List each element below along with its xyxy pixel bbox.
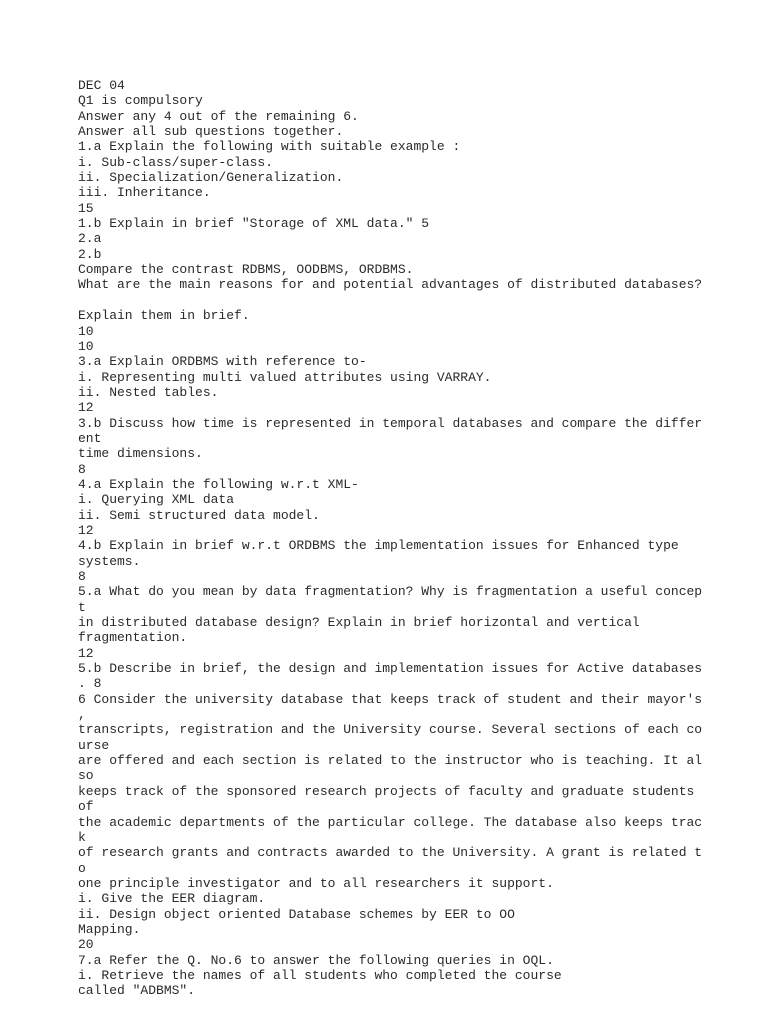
document-line: the academic departments of the particular college. The database also keeps trac (78, 814, 703, 830)
document-line: Explain them in brief. (78, 308, 250, 324)
document-line: of research grants and contracts awarded to the University. A grant is related t (78, 845, 703, 861)
document-line: i. Representing multi valued attributes using VARRAY. (78, 369, 492, 385)
document-line: time dimensions. (78, 446, 203, 462)
document-line: of (78, 799, 94, 815)
document-line: 6 Consider the university database that keeps track of student and their mayor's (78, 691, 703, 707)
document-line: Answer any 4 out of the remaining 6. (78, 108, 359, 124)
document-line: ii. Design object oriented Database schemes by EER to OO (78, 906, 515, 922)
document-line: fragmentation. (78, 630, 188, 646)
document-line: 12 (78, 400, 94, 416)
document-line: 7.a Refer the Q. No.6 to answer the following queries in OQL. (78, 952, 554, 968)
document-line: iii. Inheritance. (78, 185, 211, 201)
document-line: 12 (78, 522, 94, 538)
document-line: in distributed database design? Explain in brief horizontal and vertical (78, 615, 640, 631)
document-line: 4.a Explain the following w.r.t XML- (78, 476, 359, 492)
document-line: keeps track of the sponsored research projects of faculty and graduate students (78, 783, 695, 799)
document-line: DEC 04 (78, 78, 125, 93)
document-line: one principle investigator and to all researchers it support. (78, 875, 554, 891)
document-line: ii. Specialization/Generalization. (78, 170, 344, 186)
document-line: 1.b Explain in brief "Storage of XML data." 5 (78, 216, 430, 232)
document-line: 5.b Describe in brief, the design and implementation issues for Active databases (78, 661, 703, 677)
document-line: Q1 is compulsory (78, 93, 203, 109)
document-line: Mapping. (78, 921, 141, 937)
document-line: What are the main reasons for and potential advantages of distributed databases? (78, 277, 703, 293)
document-line: i. Give the EER diagram. (78, 891, 266, 907)
document-line: 10 (78, 338, 94, 354)
document-line: 20 (78, 937, 94, 953)
document-line: i. Retrieve the names of all students who completed the course (78, 967, 562, 983)
document-line: . 8 (78, 676, 102, 692)
document-line: 12 (78, 645, 94, 661)
document-line (78, 293, 758, 308)
document-line: Answer all sub questions together. (78, 124, 344, 140)
document-line: , (78, 707, 86, 723)
document-line: 1.a Explain the following with suitable example : (78, 139, 461, 155)
document-line: 8 (78, 569, 86, 584)
document-line: k (78, 829, 86, 845)
document-line: 5.a What do you mean by data fragmentation? Why is fragmentation a useful concep (78, 584, 703, 600)
document-line: t (78, 599, 86, 615)
document-line: systems. (78, 553, 141, 569)
document-line: 2.b (78, 246, 102, 262)
document-line: 10 (78, 323, 94, 339)
document-line: 3.b Discuss how time is represented in temporal databases and compare the differ (78, 415, 703, 431)
document-line: called "ADBMS". (78, 983, 196, 999)
document-line: 8 (78, 461, 86, 477)
document-line: i. Sub-class/super-class. (78, 154, 274, 170)
document-line: urse (78, 737, 110, 753)
document-line: ii. Nested tables. (78, 384, 219, 400)
document-line: 3.a Explain ORDBMS with reference to- (78, 354, 367, 370)
document-line: transcripts, registration and the University course. Several sections of each co (78, 722, 703, 738)
document-line: i. Querying XML data (78, 492, 235, 508)
document-body (78, 78, 758, 999)
document-line: 4.b Explain in brief w.r.t ORDBMS the implementation issues for Enhanced type (78, 538, 679, 554)
document-line: o (78, 860, 86, 876)
document-line: ii. Semi structured data model. (78, 507, 320, 523)
document-line: ent (78, 430, 102, 446)
document-line: 2.a (78, 231, 102, 247)
document-line: 15 (78, 200, 94, 216)
document-line: are offered and each section is related to the instructor who is teaching. It al (78, 753, 703, 769)
document-line: Compare the contrast RDBMS, OODBMS, ORDBMS. (78, 262, 414, 278)
document-line: so (78, 768, 94, 784)
